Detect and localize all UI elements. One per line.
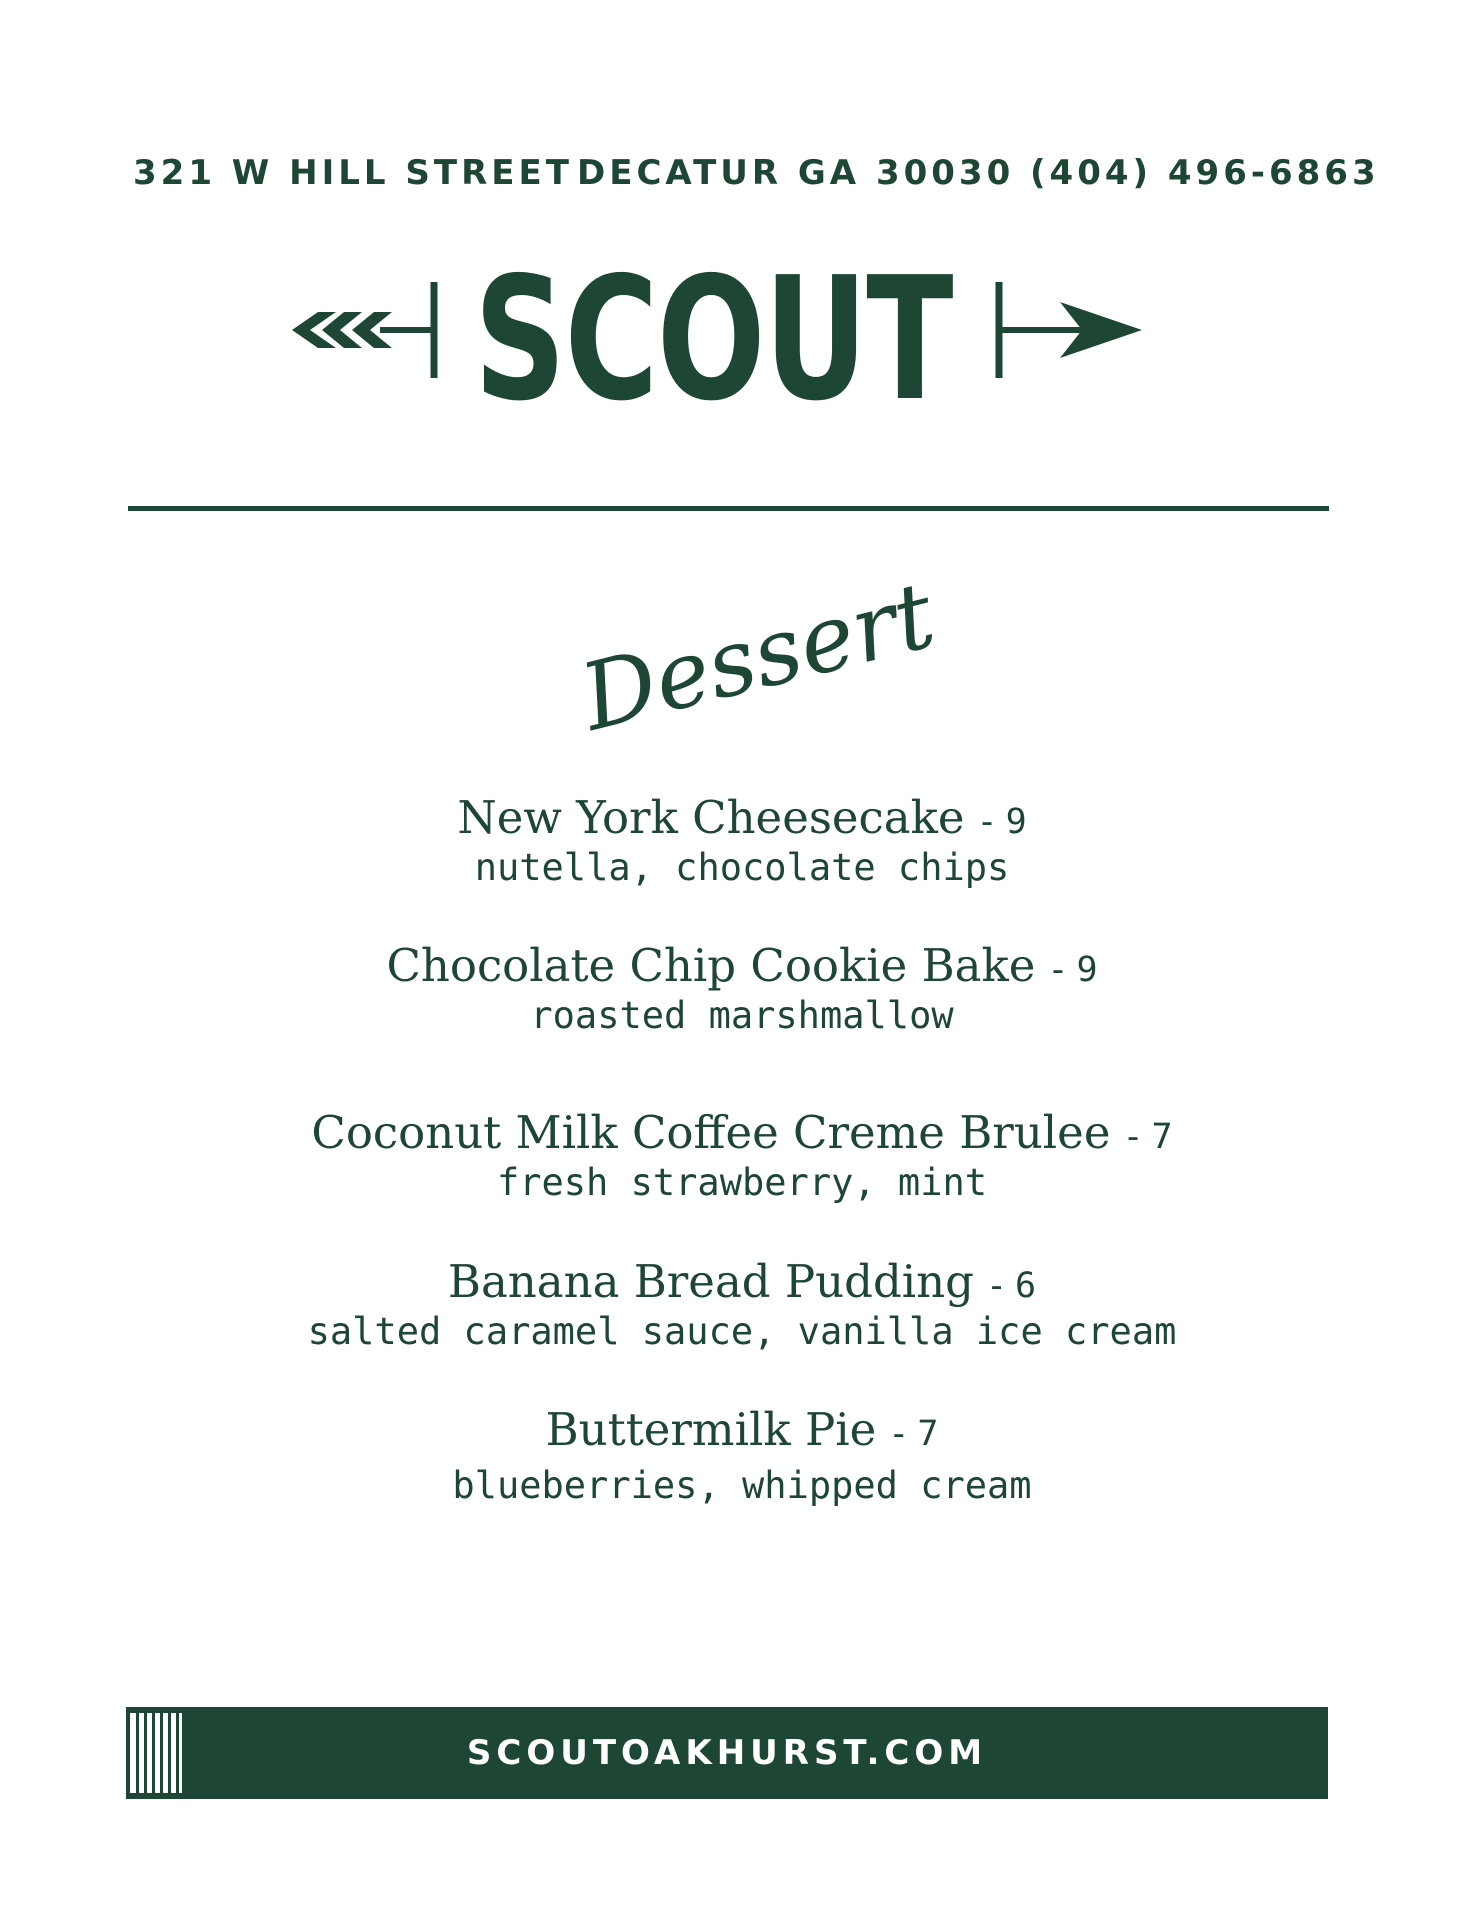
menu-item-price: 7: [1151, 1117, 1173, 1157]
menu-item-separator: -: [888, 1414, 910, 1454]
section-title: [560, 555, 945, 752]
address-line: [0, 150, 1484, 196]
menu-item-separator: -: [1047, 950, 1069, 990]
menu-item-name: Buttermilk Pie: [545, 1403, 877, 1456]
website-link[interactable]: SCOUTOAKHURST.COM: [466, 1733, 988, 1773]
menu-item-separator: -: [1122, 1117, 1144, 1157]
header-divider: [128, 506, 1329, 511]
phone-number: (404) 496-6863: [1030, 153, 1380, 193]
menu-item-price: 9: [1076, 950, 1098, 990]
menu-item-name: New York Cheesecake: [457, 791, 965, 844]
section-title-text: Dessert: [571, 561, 945, 752]
logo-wordmark: SCOUT: [474, 241, 954, 439]
menu-item-separator: -: [976, 802, 998, 842]
menu-item-price: 9: [1005, 802, 1027, 842]
menu-item-name: Coconut Milk Coffee Creme Brulee: [311, 1106, 1111, 1159]
menu-item-price: 7: [917, 1414, 939, 1454]
menu-item-description: salted caramel sauce, vanilla ice cream: [307, 1310, 1177, 1353]
menu-item-name: Chocolate Chip Cookie Bake: [386, 939, 1036, 992]
menu-item-description: blueberries, whipped cream: [452, 1464, 1032, 1507]
street-address: 321 W HILL STREET: [133, 153, 573, 193]
menu-item: [0, 790, 1484, 890]
menu-item: [0, 1402, 1484, 1508]
menu-item-name: Banana Bread Pudding: [447, 1255, 974, 1308]
footer-bar: [126, 1707, 1328, 1799]
arrow-fletching-icon: [292, 282, 434, 378]
menu-item: [0, 1254, 1484, 1354]
menu-item-separator: -: [985, 1266, 1008, 1306]
menu-item: [0, 938, 1484, 1038]
menu-item-description: fresh strawberry, mint: [496, 1161, 988, 1204]
scout-logo: [280, 240, 1200, 439]
menu-item-description: roasted marshmallow: [530, 994, 954, 1037]
menu-item: [0, 1105, 1484, 1205]
menu-item-price: 6: [1015, 1266, 1037, 1306]
city-address: DECATUR GA 30030: [577, 153, 1015, 193]
menu-item-description: nutella, chocolate chips: [474, 846, 1010, 889]
arrow-head-icon: [999, 282, 1142, 378]
